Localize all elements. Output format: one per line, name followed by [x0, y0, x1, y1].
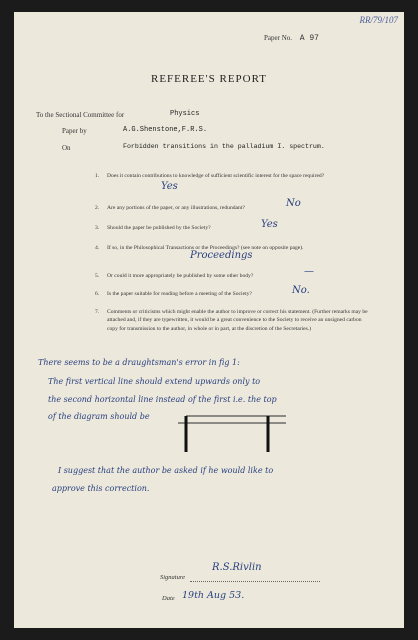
question-1 — [95, 172, 377, 180]
signature-value: R.S.Rivlin — [212, 562, 262, 573]
author-label: Paper by — [62, 127, 87, 135]
question-6 — [95, 290, 377, 298]
signature-label: Signature — [160, 574, 186, 581]
answer-3: Yes — [261, 219, 278, 230]
answer-6: No. — [292, 285, 310, 296]
question-3 — [95, 224, 377, 232]
question-text: If so, in the Philosophical Transactions or the Proceedings? (see note on opposite page). — [107, 245, 304, 251]
paper-number — [264, 34, 319, 43]
comment-line-5: I suggest that the author be asked if he would like to — [58, 466, 274, 475]
comment-line-6: approve this correction. — [52, 484, 150, 493]
answer-1: Yes — [161, 181, 178, 192]
answer-4: Proceedings — [190, 250, 253, 261]
question-text: Should the paper be published by the Society? — [107, 225, 211, 231]
answer-2: No — [286, 198, 301, 209]
question-text: Does it contain contributions to knowledge of sufficient scientific interest for the space required? — [107, 173, 325, 179]
question-number: 6. — [95, 291, 100, 297]
question-number: 1. — [95, 173, 100, 179]
question-2 — [95, 204, 377, 212]
paper-number-value: A 97 — [299, 34, 319, 43]
paper-number-label: Paper No. — [264, 34, 292, 42]
diagram-sketch — [164, 410, 304, 458]
question-number: 3. — [95, 225, 100, 231]
author-value: A.G.Shenstone,F.R.S. — [123, 126, 208, 134]
question-number: 2. — [95, 205, 100, 211]
page-title: REFEREE'S REPORT — [150, 73, 268, 85]
signature-line — [190, 581, 320, 582]
subject-value: Forbidden transitions in the palladium I. spectrum. — [123, 143, 325, 150]
question-5 — [95, 272, 377, 280]
comment-line-2: The first vertical line should extend upwards only to — [48, 377, 261, 386]
question-text: Or could it more appropriately be published by some other body? — [107, 273, 254, 279]
question-text: Comments or criticisms which might enable the author to improve or correct his statement. (Further remarks may be attached and, if they are typewritten, it would be a great convenience to the Society to receive an unsigned carbon copy for transmission to the author, in whole or in part, at the discretion of the Secretaries.) — [107, 309, 368, 332]
subject-label: On — [62, 144, 71, 152]
question-number: 5. — [95, 273, 100, 279]
committee-value: Physics — [170, 110, 200, 118]
date-label: Date — [162, 595, 175, 602]
comment-line-4: of the diagram should be — [48, 412, 150, 421]
comment-line-1: There seems to be a draughtsman's error in fig 1: — [38, 358, 240, 367]
date-value: 19th Aug 53. — [182, 590, 245, 601]
question-number: 4. — [95, 245, 100, 251]
comment-line-3: the second horizontal line instead of the first i.e. the top — [48, 395, 277, 404]
question-number: 7. — [95, 309, 100, 315]
archive-reference: RR/79/107 — [359, 15, 398, 25]
question-7 — [95, 308, 369, 333]
question-text: Are any portions of the paper, or any illustrations, redundant? — [107, 205, 245, 211]
answer-5: — — [304, 266, 314, 277]
question-text: Is the paper suitable for reading before a meeting of the Society? — [107, 291, 252, 297]
committee-label: To the Sectional Committee for — [36, 111, 125, 119]
report-sheet — [14, 12, 404, 628]
